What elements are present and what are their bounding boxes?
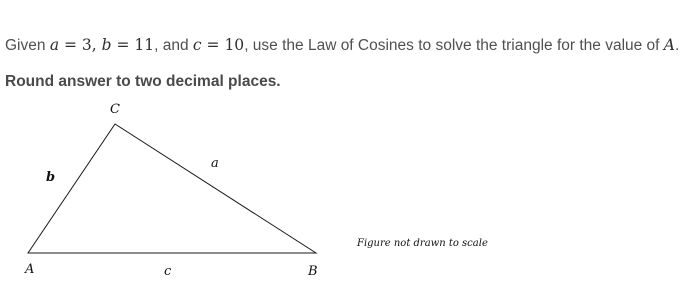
question-end: . (675, 37, 680, 54)
question-mid: , and (154, 37, 193, 54)
triangle-outline (28, 124, 316, 253)
c-value: = 10 (201, 36, 245, 54)
var-b: b (101, 36, 112, 54)
figure-scale-note: Figure not drawn to scale (357, 238, 488, 249)
side-label-a: a (211, 156, 219, 171)
side-label-c: c (164, 264, 172, 279)
side-label-b: b (46, 170, 56, 185)
vertex-label-c: C (110, 102, 120, 117)
var-target-a: A (663, 36, 675, 54)
b-value: = 11 (111, 36, 155, 54)
question-prefix: Given (5, 37, 50, 54)
var-a: a (49, 36, 60, 54)
vertex-label-b: B (308, 264, 318, 279)
var-c: c (192, 36, 202, 54)
a-value: = 3, (59, 36, 102, 54)
vertex-label-a: A (25, 262, 35, 277)
question-suffix: , use the Law of Cosines to solve the triangle for the value of (244, 37, 664, 54)
rounding-instruction: Round answer to two decimal places. (5, 73, 281, 90)
